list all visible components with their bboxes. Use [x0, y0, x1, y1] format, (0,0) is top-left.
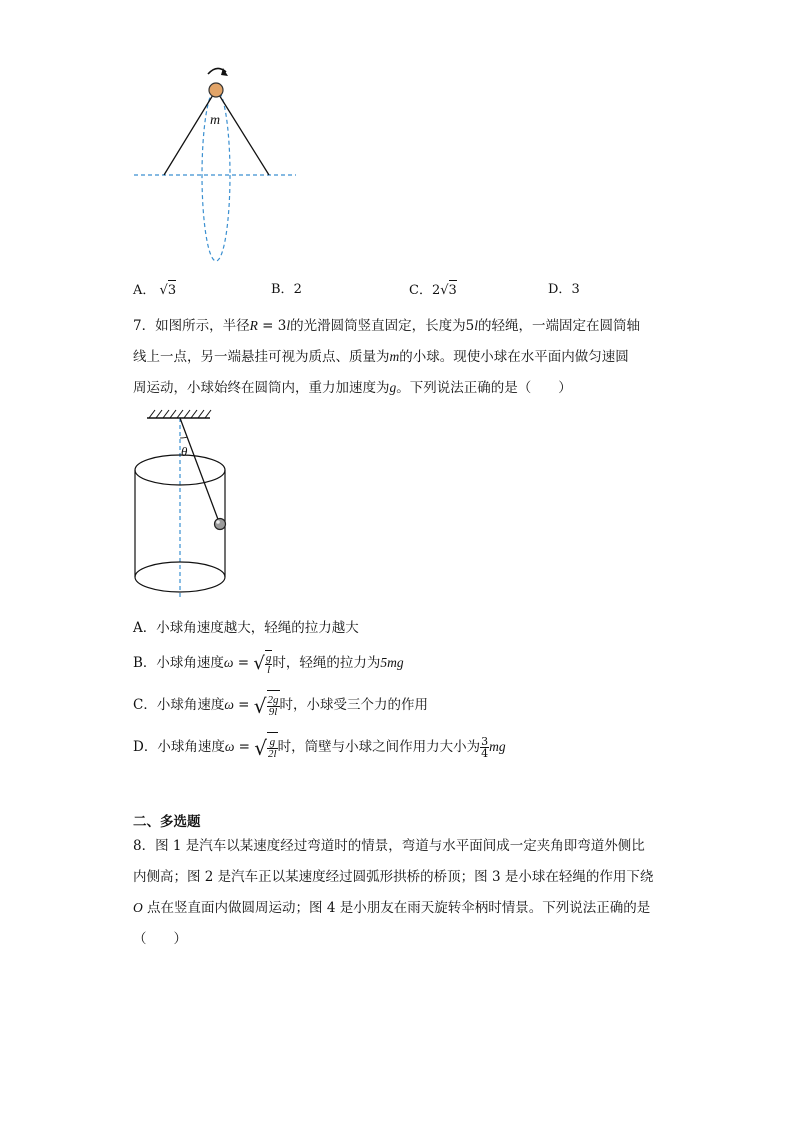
q7-option-b	[133, 650, 404, 677]
ceiling-hatch	[149, 410, 211, 418]
option-c-post: 时，小球受三个力的作用	[279, 697, 429, 713]
option-c-rad: 3	[449, 280, 457, 301]
q8-line-1	[133, 836, 645, 856]
sqrt-fraction: √ $\frac{g}{l}$	[253, 652, 272, 676]
q8-answer-blank: （ ）	[133, 931, 187, 947]
option-d-label: D．	[548, 282, 572, 297]
option-a-text: A．小球角速度越大，轻绳的拉力越大	[133, 620, 359, 636]
frac-num: g	[267, 737, 278, 749]
frac-num: 2g	[267, 694, 279, 706]
q7-line-2	[133, 347, 629, 367]
frac-den: 4	[481, 747, 489, 760]
sqrt-fraction: √ $\frac{2g}{9l}$	[254, 690, 280, 721]
fraction-three-quarters	[480, 736, 489, 759]
q7-line-1	[133, 316, 640, 336]
option-b-value: 5mg	[380, 655, 404, 670]
q7-option-c	[133, 690, 428, 721]
rope	[180, 418, 219, 522]
q7-text: 线上一点，另一端悬挂可视为质点、质量为	[133, 349, 390, 365]
q8-text: 8．图 1 是汽车以某速度经过弯道时的情景，弯道与水平面间成一定夹角即弯道外侧比	[133, 838, 645, 854]
ball	[209, 83, 223, 97]
figure-q6-rotating-cone	[120, 60, 310, 270]
left-rod	[164, 90, 216, 175]
q6-option-d	[548, 280, 580, 300]
option-c-coef: 2	[431, 283, 441, 298]
var-g: g	[389, 380, 397, 395]
omega-symbol: ω	[224, 739, 235, 754]
q8-line-2	[133, 867, 653, 887]
theta-label: θ	[181, 444, 188, 459]
ball	[215, 519, 226, 530]
q6-option-b	[271, 280, 302, 300]
omega-symbol: ω	[224, 697, 234, 712]
frac-den: l	[267, 664, 271, 676]
equals: =	[233, 655, 254, 671]
q8-line-4	[133, 929, 187, 949]
sqrt-3: √3	[440, 280, 457, 301]
q7-text: 的光滑圆筒竖直固定，长度为	[290, 318, 466, 334]
right-rod	[216, 90, 269, 175]
q8-text: 内侧高；图 2 是汽车正以某速度经过圆弧形拱桥的桥顶；图 3 是小球在轻绳的作用下绕	[133, 869, 654, 885]
option-b-pre: B．小球角速度	[133, 655, 224, 671]
frac-num: 3	[481, 735, 489, 748]
q7-eq: = 3	[257, 318, 287, 334]
q8-text: 点在竖直面内做圆周运动；图 4 是小朋友在雨天旋转伞柄时情景。下列说法正确的是	[142, 900, 651, 916]
var-R: R	[249, 318, 258, 333]
equals: =	[234, 739, 255, 755]
option-b-post: 时，轻绳的拉力为	[272, 655, 381, 671]
ball-highlight	[216, 520, 220, 524]
option-d-value: 3	[571, 282, 580, 297]
frac-den: 2l	[268, 748, 277, 760]
option-a-label: A．	[133, 283, 156, 298]
option-b-value: 2	[293, 282, 302, 297]
option-c-pre: C．小球角速度	[133, 697, 225, 713]
q7-option-a	[133, 618, 359, 638]
option-a-value: 3	[168, 280, 176, 301]
q7-text: 。下列说法正确的是（ ）	[396, 380, 572, 396]
option-b-label: B．	[271, 282, 294, 297]
omega-symbol: ω	[223, 655, 234, 670]
option-d-post: 时，筒壁与小球之间作用力大小为	[277, 739, 481, 755]
section-heading: 二、多选题	[133, 814, 201, 830]
figure-q7-cylinder-pendulum	[125, 404, 245, 604]
mass-label: m	[210, 113, 221, 128]
frac-den: 9l	[268, 706, 278, 718]
option-c-label: C．	[409, 283, 432, 298]
q6-option-c	[409, 280, 457, 301]
sqrt-fraction: √ $\frac{g}{2l}$	[254, 732, 277, 763]
q8-line-3	[133, 898, 650, 918]
var-l: l	[286, 318, 291, 333]
option-d-pre: D．小球角速度	[133, 739, 225, 755]
sqrt-3: √3	[160, 280, 177, 301]
var-m: m	[389, 349, 400, 364]
frac-num: g	[265, 652, 272, 664]
var-l: l	[474, 318, 478, 333]
theta-arc	[180, 437, 187, 438]
option-d-value: mg	[489, 739, 506, 754]
equals: =	[233, 697, 254, 713]
q7-five: 5	[465, 318, 475, 334]
q7-line-3	[133, 378, 572, 398]
q7-text: 的轻绳，一端固定在圆筒轴	[477, 318, 640, 334]
q7-text: 周运动，小球始终在圆筒内，重力加速度为	[133, 380, 390, 396]
q6-option-a	[133, 280, 176, 301]
var-O: O	[133, 900, 143, 915]
q7-option-d	[133, 732, 506, 763]
q7-text: 的小球。现使小球在水平面内做匀速圆	[399, 349, 629, 365]
q7-text: 7．如图所示，半径	[133, 318, 250, 334]
